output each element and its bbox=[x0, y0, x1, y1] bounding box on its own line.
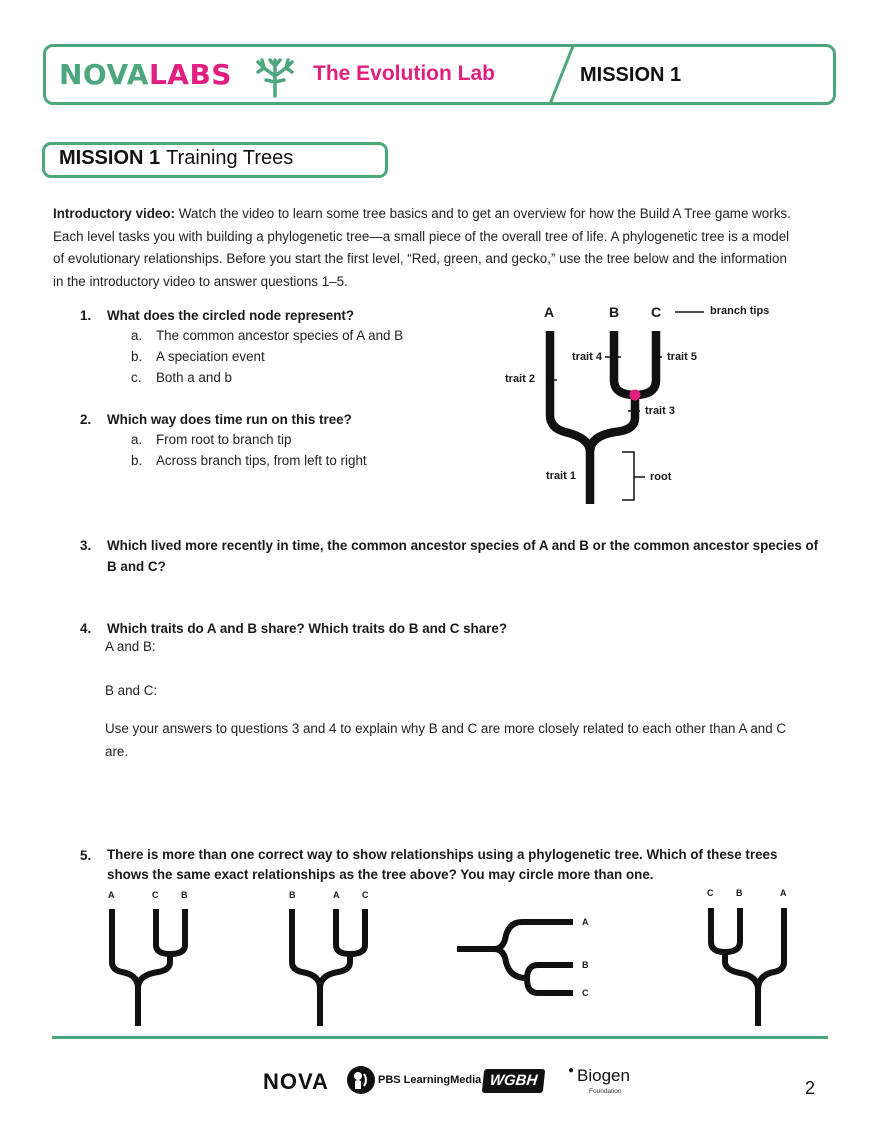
opt1-tip-3: B bbox=[181, 890, 188, 900]
root-label: root bbox=[650, 471, 672, 483]
trait-5-label: trait 5 bbox=[667, 351, 697, 363]
option-text: A speciation event bbox=[156, 349, 265, 364]
opt4-tip-1: C bbox=[707, 888, 714, 898]
mission-number: MISSION 1 bbox=[59, 147, 161, 169]
question-number: 5. bbox=[80, 848, 92, 863]
biogen-mark-icon: ● bbox=[568, 1065, 575, 1076]
logo-nova-text: NOVA bbox=[59, 58, 149, 91]
option-letter: b. bbox=[131, 349, 143, 364]
pbs-learningmedia-logo: PBS LearningMedia bbox=[378, 1074, 482, 1086]
biogen-logo: Biogen bbox=[577, 1066, 630, 1085]
trait-4-label: trait 4 bbox=[572, 351, 602, 363]
opt2-tip-2: A bbox=[333, 890, 340, 900]
footer-divider bbox=[52, 1036, 828, 1039]
branch-tips-label: branch tips bbox=[710, 305, 770, 317]
pbs-logo-icon bbox=[346, 1065, 376, 1095]
option-text: Across branch tips, from left to right bbox=[156, 453, 367, 468]
trait-3-label: trait 3 bbox=[645, 405, 675, 417]
tip-label-c: C bbox=[651, 304, 662, 320]
page-number: 2 bbox=[805, 1078, 816, 1098]
opt3-tip-3: C bbox=[582, 988, 589, 998]
intro-paragraph bbox=[53, 203, 793, 293]
option-letter: c. bbox=[131, 370, 142, 385]
trait-2-label: trait 2 bbox=[505, 373, 535, 385]
question-stem: Which lived more recently in time, the common ancestor species of A and B or the common ancestor species of B and C? bbox=[107, 538, 819, 574]
circled-node bbox=[630, 390, 641, 401]
opt4-tip-2: B bbox=[736, 888, 743, 898]
biogen-foundation-label: Foundation bbox=[589, 1088, 622, 1095]
option-text: The common ancestor species of A and B bbox=[156, 328, 404, 343]
opt2-tip-3: C bbox=[362, 890, 369, 900]
option-letter: b. bbox=[131, 453, 143, 468]
question-3 bbox=[80, 535, 840, 579]
tree-logo-icon bbox=[252, 56, 298, 98]
question-5 bbox=[80, 845, 840, 887]
option-letter: a. bbox=[131, 328, 143, 343]
tip-label-a: A bbox=[544, 304, 555, 320]
option-tree-4 bbox=[711, 908, 784, 1026]
question-stem: There is more than one correct way to show relationships using a phylogenetic tree. Which of these trees shows the same exact relationships as the tree above? You may circle more than one. bbox=[107, 847, 778, 882]
opt1-tip-1: A bbox=[108, 890, 115, 900]
opt4-tip-3: A bbox=[780, 888, 787, 898]
opt3-tip-2: B bbox=[582, 960, 589, 970]
opt3-tip-1: A bbox=[582, 917, 589, 927]
question-stem: Which way does time run on this tree? bbox=[107, 412, 352, 427]
answer-label-a-b: A and B: bbox=[105, 639, 156, 654]
option-text: Both a and b bbox=[156, 370, 232, 385]
nova-labs-logo bbox=[59, 58, 232, 91]
option-letter: a. bbox=[131, 432, 143, 447]
question-stem: What does the circled node represent? bbox=[107, 308, 355, 323]
logo-labs-text: LABS bbox=[148, 58, 232, 91]
intro-lead: Introductory video: bbox=[53, 206, 176, 221]
answer-label-b-c: B and C: bbox=[105, 683, 158, 698]
option-tree-3 bbox=[457, 922, 573, 993]
trait-1-label: trait 1 bbox=[546, 470, 576, 482]
mission-heading bbox=[59, 147, 293, 170]
tip-label-b: B bbox=[609, 304, 620, 320]
header-mission-label: MISSION 1 bbox=[580, 64, 682, 86]
question-4-followup: Use your answers to questions 3 and 4 to explain why B and C are more closely related to each other than A and C are. bbox=[105, 721, 787, 759]
question-number: 2. bbox=[80, 412, 92, 427]
question-number: 1. bbox=[80, 308, 92, 323]
option-text: From root to branch tip bbox=[156, 432, 292, 447]
question-stem: Which traits do A and B share? Which traits do B and C share? bbox=[107, 621, 508, 636]
opt2-tip-1: B bbox=[289, 890, 296, 900]
option-tree-2 bbox=[292, 909, 365, 1026]
nova-logo: NOVA bbox=[263, 1069, 329, 1094]
header-divider bbox=[540, 44, 580, 105]
question-number: 4. bbox=[80, 621, 92, 636]
lab-title: The Evolution Lab bbox=[313, 62, 495, 85]
mission-title: Training Trees bbox=[166, 147, 294, 169]
wgbh-logo: WGBH bbox=[482, 1069, 546, 1093]
opt1-tip-2: C bbox=[152, 890, 159, 900]
question-number: 3. bbox=[80, 538, 92, 553]
intro-body: Watch the video to learn some tree basics and to get an overview for how the Build A Tree game works. Each level tasks you with building a phylogenetic tree—a small piece of the overall tree of life. A phylogenetic tree is a model of evolutionary relationships. Before you start the first level, “Red, green, and gecko,” use the tree below and the information in the introductory video to answer questions 1–5. bbox=[53, 206, 791, 289]
option-tree-1 bbox=[112, 909, 185, 1026]
